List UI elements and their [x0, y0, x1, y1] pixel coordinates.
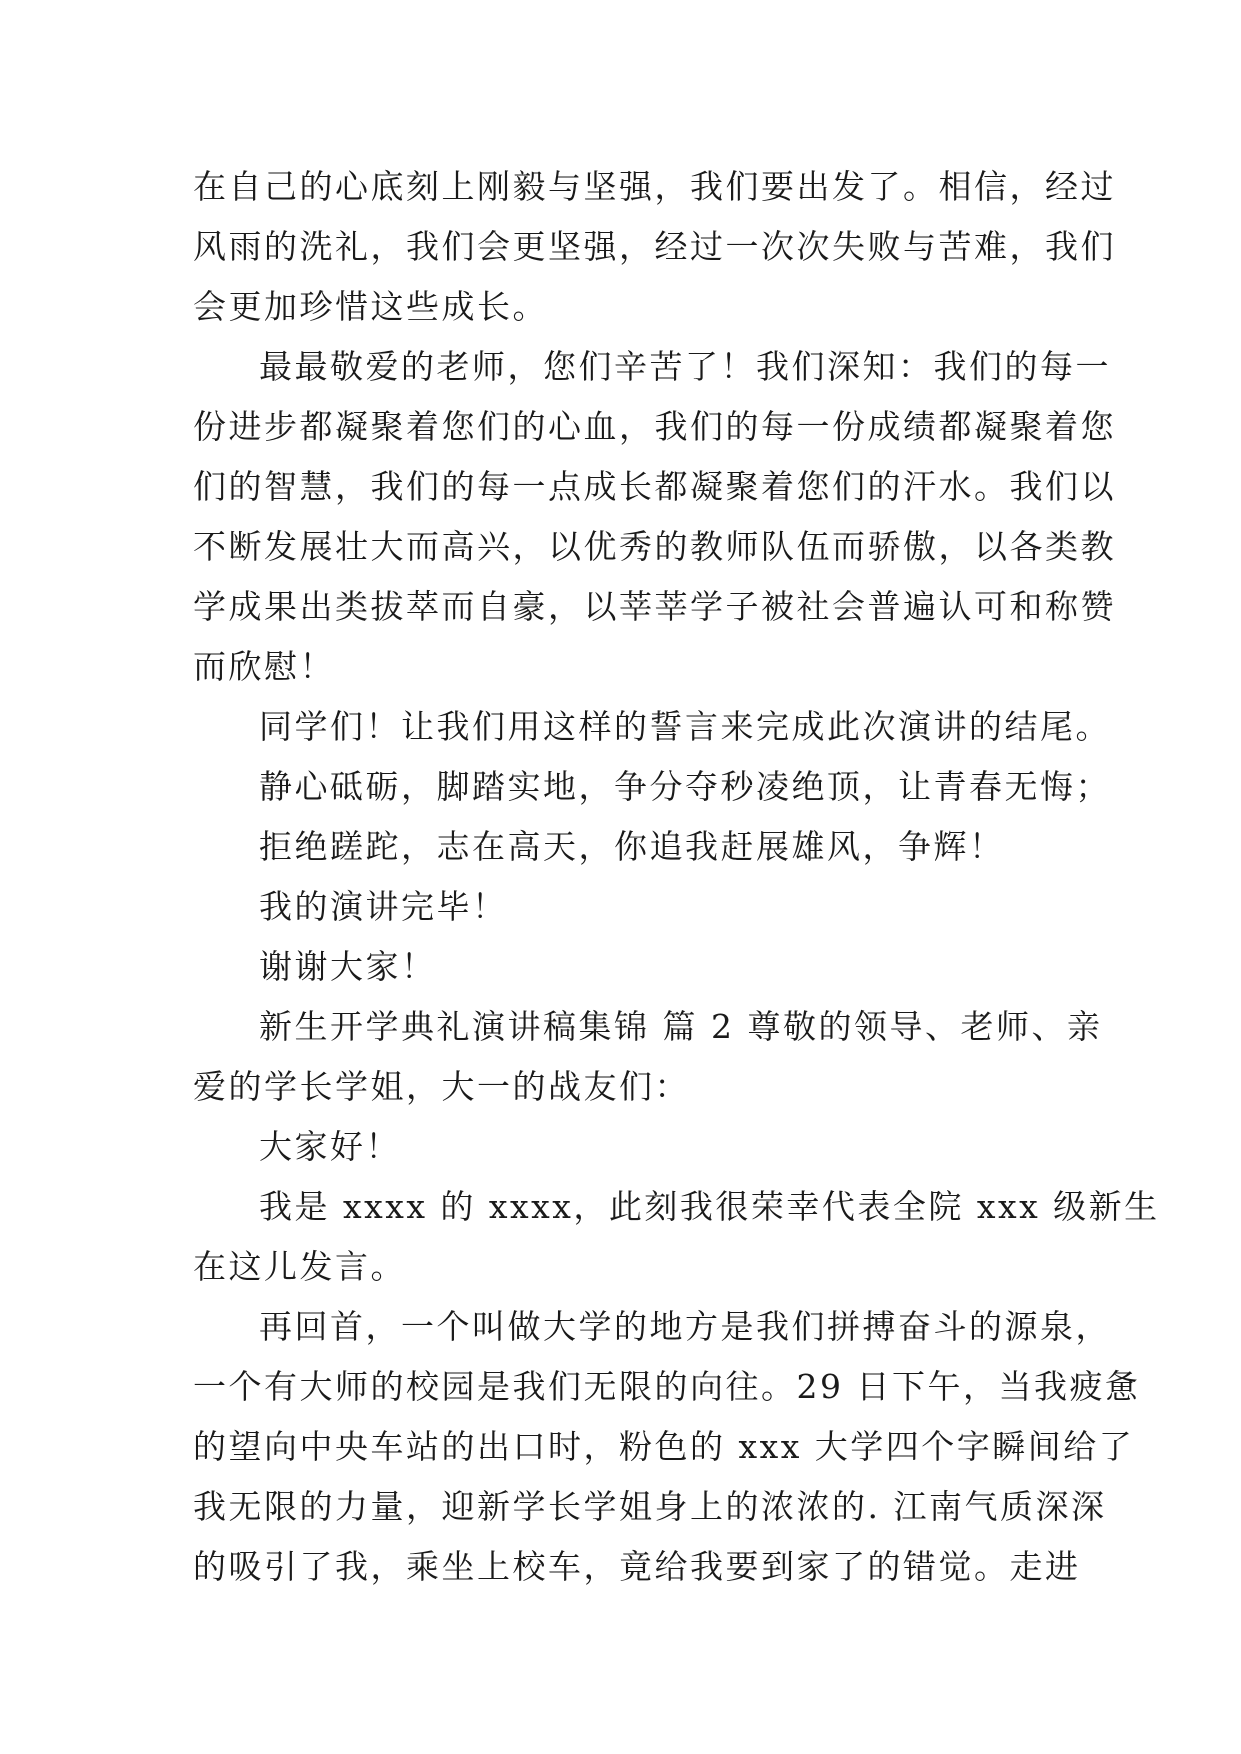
- text-line: 会更加珍惜这些成长。: [193, 287, 548, 326]
- text-line: 而欣慰！: [193, 647, 335, 686]
- text-line: 份进步都凝聚着您们的心血，我们的每一份成绩都凝聚着您: [193, 407, 1116, 446]
- text-line: 我是 xxxx 的 xxxx，此刻我很荣幸代表全院 xxx 级新生: [259, 1187, 1160, 1226]
- text-line: 谢谢大家！: [259, 947, 437, 986]
- text-line: 我的演讲完毕！: [259, 887, 508, 926]
- text-line: 最最敬爱的老师，您们辛苦了！我们深知：我们的每一: [259, 347, 1111, 386]
- text-line: 在这儿发言。: [193, 1247, 406, 1286]
- text-line: 爱的学长学姐，大一的战友们：: [193, 1067, 690, 1106]
- text-line: 静心砥砺，脚踏实地，争分夺秒凌绝顶，让青春无悔；: [259, 767, 1111, 806]
- text-line: 再回首，一个叫做大学的地方是我们拼搏奋斗的源泉，: [259, 1307, 1111, 1346]
- document-body: [193, 157, 1160, 1597]
- text-line: 不断发展壮大而高兴，以优秀的教师队伍而骄傲，以各类教: [193, 527, 1116, 566]
- text-line: 同学们！让我们用这样的誓言来完成此次演讲的结尾。: [259, 707, 1111, 746]
- text-line: 拒绝蹉跎，志在高天，你追我赶展雄风，争辉！: [259, 827, 1005, 866]
- text-line: 新生开学典礼演讲稿集锦 篇 2 尊敬的领导、老师、亲: [259, 1007, 1103, 1046]
- text-line: 的望向中央车站的出口时，粉色的 xxx 大学四个字瞬间给了: [193, 1427, 1135, 1466]
- text-line: 学成果出类拔萃而自豪，以莘莘学子被社会普遍认可和称赞: [193, 587, 1116, 626]
- text-line: 的吸引了我，乘坐上校车，竟给我要到家了的错觉。走进: [193, 1547, 1081, 1586]
- text-line: 在自己的心底刻上刚毅与坚强，我们要出发了。相信，经过: [193, 167, 1116, 206]
- text-line: 们的智慧，我们的每一点成长都凝聚着您们的汗水。我们以: [193, 467, 1116, 506]
- text-line: 风雨的洗礼，我们会更坚强，经过一次次失败与苦难，我们: [193, 227, 1116, 266]
- text-line: 大家好！: [259, 1127, 401, 1166]
- text-line: 一个有大师的校园是我们无限的向往。29 日下午，当我疲惫: [193, 1367, 1141, 1406]
- text-line: 我无限的力量，迎新学长学姐身上的浓浓的. 江南气质深深: [193, 1487, 1107, 1526]
